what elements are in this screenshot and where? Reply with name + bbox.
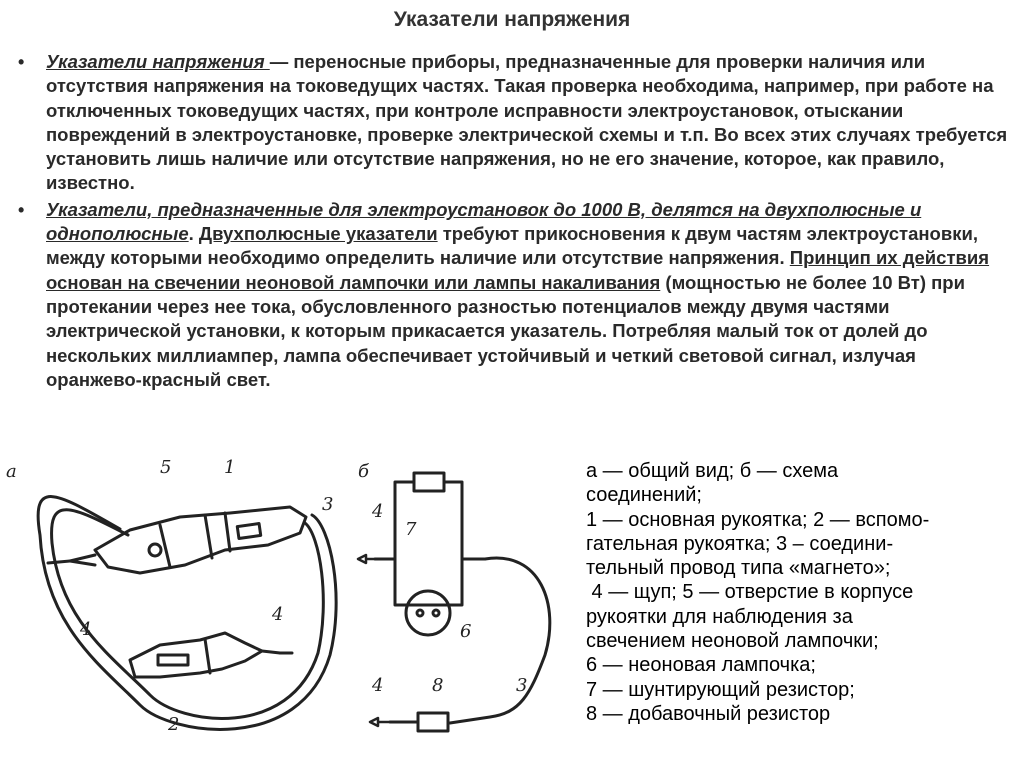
caption-line: рукоятки для наблюдения за bbox=[586, 605, 853, 628]
paragraph-1 bbox=[18, 50, 1008, 196]
lead-sentence: Указатели, предназначенные для электроустановок до 1000 В, делятся на двухполюсные и однополюсные bbox=[46, 198, 922, 245]
caption-line: 7 — шунтирующий резистор; bbox=[586, 678, 855, 701]
principle-text: Принцип их действия основан на свечении неоновой лампочки или лампы накаливания bbox=[46, 247, 990, 293]
paragraph-2-text-2: (мощностью не более 10 Вт) при протекании через нее тока, обусловленного разностью потенциалов между двумя частями электрической установки, к которым прикасается указатель. Потребляя малый ток от долей до нескольких миллиампер, лампа обеспечивает устойчивый и четкий световой сигнал, излучая оранжево-красный свет. bbox=[46, 271, 965, 390]
label-4-right: 4 bbox=[272, 604, 284, 625]
bullet-icon: • bbox=[18, 199, 25, 220]
term-bipolar: Двухполюсные указатели bbox=[198, 223, 438, 245]
caption-line: тельный провод типа «магнето»; bbox=[586, 557, 891, 580]
probe-tip-lower bbox=[262, 651, 280, 653]
label-8: 8 bbox=[432, 675, 444, 696]
label-3: 3 bbox=[322, 494, 334, 515]
label-4-left: 4 bbox=[80, 619, 92, 640]
figure-label-a: а bbox=[6, 461, 17, 482]
main-handle bbox=[95, 507, 306, 573]
label-6: 6 bbox=[460, 621, 472, 642]
additional-resistor-icon bbox=[418, 713, 448, 731]
label-5: 5 bbox=[160, 457, 172, 478]
term-voltage-indicators: Указатели напряжения bbox=[46, 51, 270, 72]
caption-line: 1 — основная рукоятка; 2 — вспомо- bbox=[586, 508, 930, 531]
body-text bbox=[18, 50, 1008, 392]
caption-line: свечением неоновой лампочки; bbox=[586, 630, 879, 653]
label-7: 7 bbox=[405, 519, 417, 540]
paragraph-2 bbox=[18, 198, 1008, 392]
paragraph-1-text: — переносные приборы, предназначенные для проверки наличия или отсутствия напряжения на токоведущих частях. Такая проверка необходима, например, при работе на отключенных токоведущих частях, при контроле исправности электроустановок, отыскании повреждений в электроустановке, проверке электрической схемы и т.п. Во всех этих случаях требуется установить лишь наличие или отсутствие напряжения, но не его значение, которое, как правило, известно. bbox=[46, 51, 1008, 194]
paragraph-2-text-1: требуют прикосновения к двум частям электроустановки, между которыми необходимо определить наличие или отсутствие напряжения. bbox=[46, 223, 978, 269]
separator: . bbox=[188, 223, 199, 245]
caption-line: гательная рукоятка; 3 – соедини- bbox=[586, 532, 894, 555]
figure-label-b: б bbox=[358, 461, 369, 482]
caption-line: а — общий вид; б — схема bbox=[586, 460, 839, 482]
bullet-icon: • bbox=[18, 52, 25, 72]
indicator-figure bbox=[0, 455, 580, 767]
auxiliary-handle bbox=[130, 633, 262, 677]
label-4-diagram-bottom: 4 bbox=[372, 675, 384, 696]
observation-hole-icon bbox=[149, 544, 161, 556]
shunt-resistor-icon bbox=[414, 473, 444, 491]
figure-caption bbox=[586, 459, 1018, 726]
caption-line: соединений; bbox=[586, 484, 702, 507]
neon-lamp-icon bbox=[406, 591, 450, 635]
label-4-diagram-top: 4 bbox=[372, 501, 384, 522]
label-2: 2 bbox=[168, 714, 180, 735]
page-title: Указатели напряжения bbox=[393, 8, 631, 31]
caption-line: 6 — неоновая лампочка; bbox=[586, 654, 816, 677]
caption-line: 8 — добавочный резистор bbox=[586, 702, 831, 725]
probe-tip-upper bbox=[70, 555, 95, 565]
label-1: 1 bbox=[224, 457, 236, 478]
label-3-diagram: 3 bbox=[516, 675, 528, 696]
caption-line: 4 — щуп; 5 — отверстие в корпусе bbox=[586, 581, 914, 604]
